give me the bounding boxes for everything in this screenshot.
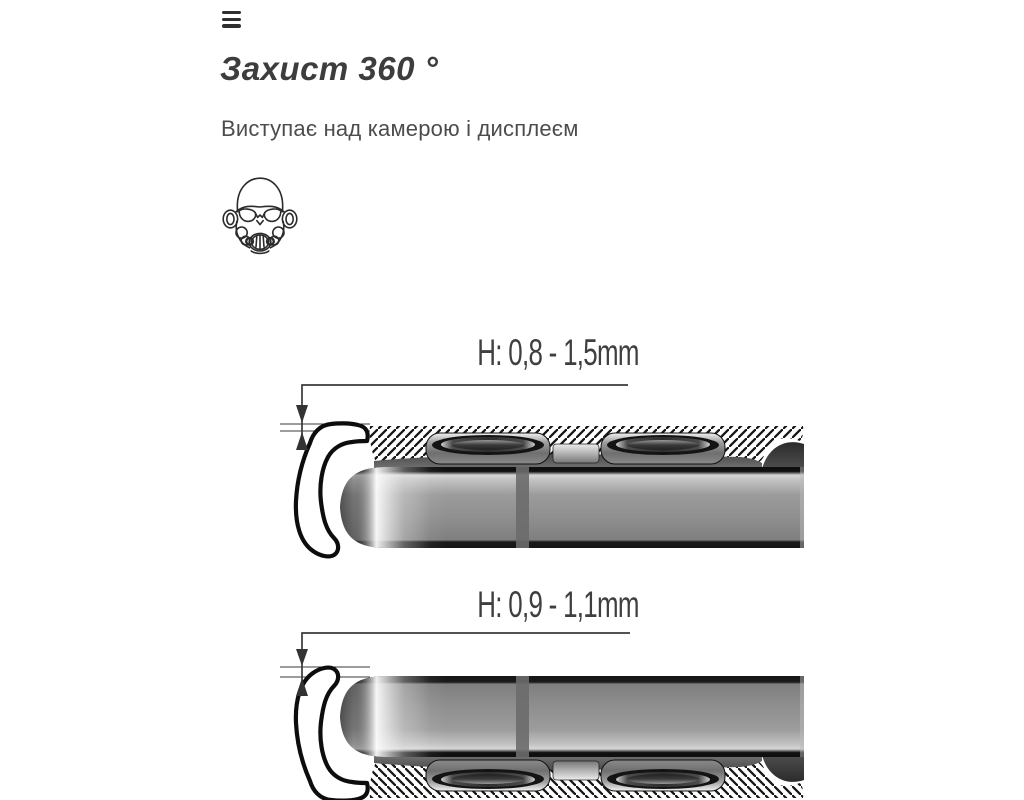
page-title: Захист 360 °	[220, 50, 439, 87]
stormtrooper-helmet-icon	[220, 169, 300, 261]
page-subtitle: Виступає над камерою і дисплеєм	[221, 116, 579, 141]
hamburger-menu-icon[interactable]	[222, 8, 248, 34]
diagram-display-protrusion	[270, 578, 830, 800]
dimension-label-display: H: 0,9 - 1,1mm	[477, 584, 639, 625]
hamburger-bar	[222, 24, 241, 28]
dimension-label-camera: H: 0,8 - 1,5mm	[477, 332, 639, 373]
diagram-camera-protrusion	[270, 330, 830, 572]
hamburger-bar	[222, 18, 241, 22]
hamburger-bar	[222, 11, 241, 15]
